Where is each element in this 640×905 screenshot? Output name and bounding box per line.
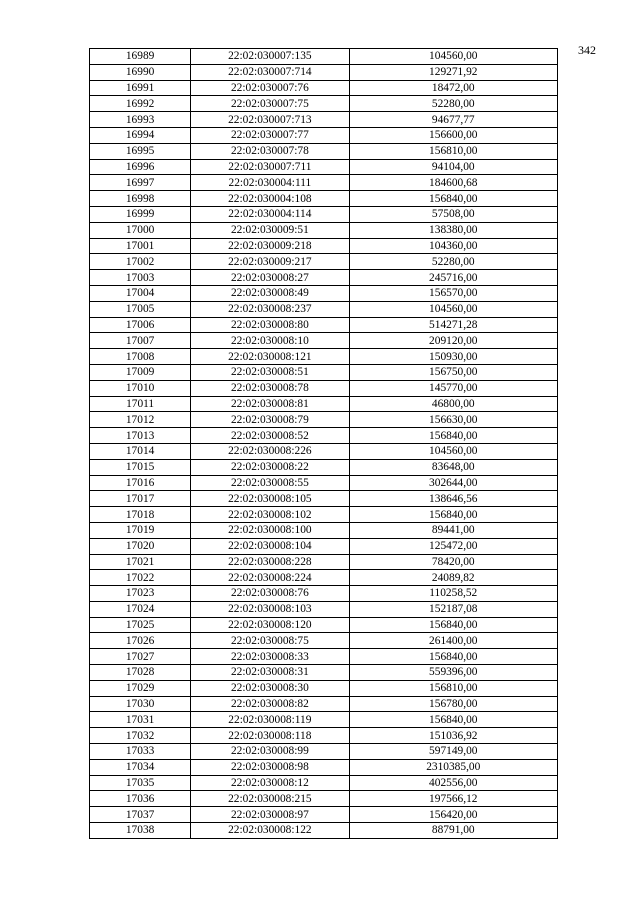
cadastral-number-cell: 22:02:030008:81 — [191, 396, 349, 412]
row-number-cell: 17022 — [90, 570, 191, 586]
page-number: 342 — [578, 43, 596, 57]
row-number-cell: 17004 — [90, 285, 191, 301]
value-cell: 156840,00 — [349, 191, 557, 207]
value-cell: 83648,00 — [349, 459, 557, 475]
table-row — [90, 285, 558, 301]
row-number-cell: 17028 — [90, 665, 191, 681]
row-number-cell: 17017 — [90, 491, 191, 507]
cadastral-number-cell: 22:02:030008:215 — [191, 791, 349, 807]
table-row — [90, 428, 558, 444]
value-cell: 78420,00 — [349, 554, 557, 570]
table-row — [90, 665, 558, 681]
table-row — [90, 775, 558, 791]
value-cell: 156570,00 — [349, 285, 557, 301]
cadastral-number-cell: 22:02:030007:713 — [191, 112, 349, 128]
value-cell: 2310385,00 — [349, 759, 557, 775]
row-number-cell: 16995 — [90, 143, 191, 159]
cadastral-number-cell: 22:02:030008:99 — [191, 744, 349, 760]
row-number-cell: 17027 — [90, 649, 191, 665]
value-cell: 138380,00 — [349, 222, 557, 238]
row-number-cell: 16991 — [90, 80, 191, 96]
table-row — [90, 823, 558, 839]
cadastral-number-cell: 22:02:030008:52 — [191, 428, 349, 444]
table-row — [90, 80, 558, 96]
row-number-cell: 17013 — [90, 428, 191, 444]
value-cell: 152187,08 — [349, 601, 557, 617]
table-row — [90, 728, 558, 744]
table-row — [90, 475, 558, 491]
table-row — [90, 459, 558, 475]
value-cell: 156840,00 — [349, 507, 557, 523]
value-cell: 110258,52 — [349, 586, 557, 602]
cadastral-number-cell: 22:02:030008:10 — [191, 333, 349, 349]
cadastral-number-cell: 22:02:030004:111 — [191, 175, 349, 191]
table-row — [90, 443, 558, 459]
table-row — [90, 759, 558, 775]
table-row — [90, 64, 558, 80]
table-row — [90, 317, 558, 333]
value-cell: 138646,56 — [349, 491, 557, 507]
cadastral-number-cell: 22:02:030008:27 — [191, 270, 349, 286]
value-cell: 209120,00 — [349, 333, 557, 349]
row-number-cell: 17025 — [90, 617, 191, 633]
value-cell: 597149,00 — [349, 744, 557, 760]
table-row — [90, 191, 558, 207]
cadastral-number-cell: 22:02:030008:76 — [191, 586, 349, 602]
value-cell: 197566,12 — [349, 791, 557, 807]
table-row — [90, 254, 558, 270]
cadastral-number-cell: 22:02:030007:714 — [191, 64, 349, 80]
cadastral-number-cell: 22:02:030007:77 — [191, 127, 349, 143]
row-number-cell: 16997 — [90, 175, 191, 191]
table-row — [90, 222, 558, 238]
value-cell: 151036,92 — [349, 728, 557, 744]
cadastral-number-cell: 22:02:030008:228 — [191, 554, 349, 570]
table-row — [90, 364, 558, 380]
table-row — [90, 507, 558, 523]
value-cell: 156840,00 — [349, 428, 557, 444]
row-number-cell: 16989 — [90, 49, 191, 65]
row-number-cell: 17016 — [90, 475, 191, 491]
row-number-cell: 17018 — [90, 507, 191, 523]
table-row — [90, 238, 558, 254]
value-cell: 402556,00 — [349, 775, 557, 791]
cadastral-number-cell: 22:02:030008:224 — [191, 570, 349, 586]
cadastral-number-cell: 22:02:030009:51 — [191, 222, 349, 238]
value-cell: 156810,00 — [349, 680, 557, 696]
value-cell: 52280,00 — [349, 254, 557, 270]
cadastral-number-cell: 22:02:030008:102 — [191, 507, 349, 523]
value-cell: 302644,00 — [349, 475, 557, 491]
row-number-cell: 17032 — [90, 728, 191, 744]
row-number-cell: 17010 — [90, 380, 191, 396]
row-number-cell: 17031 — [90, 712, 191, 728]
cadastral-number-cell: 22:02:030008:12 — [191, 775, 349, 791]
row-number-cell: 17033 — [90, 744, 191, 760]
table-row — [90, 380, 558, 396]
cadastral-number-cell: 22:02:030008:97 — [191, 807, 349, 823]
cadastral-number-cell: 22:02:030008:100 — [191, 522, 349, 538]
table-row — [90, 112, 558, 128]
cadastral-number-cell: 22:02:030008:237 — [191, 301, 349, 317]
cadastral-number-cell: 22:02:030008:55 — [191, 475, 349, 491]
value-cell: 145770,00 — [349, 380, 557, 396]
value-cell: 88791,00 — [349, 823, 557, 839]
cadastral-number-cell: 22:02:030008:22 — [191, 459, 349, 475]
value-cell: 156810,00 — [349, 143, 557, 159]
table-row — [90, 270, 558, 286]
row-number-cell: 17024 — [90, 601, 191, 617]
row-number-cell: 16993 — [90, 112, 191, 128]
row-number-cell: 17008 — [90, 349, 191, 365]
cadastral-number-cell: 22:02:030004:108 — [191, 191, 349, 207]
table-row — [90, 333, 558, 349]
value-cell: 52280,00 — [349, 96, 557, 112]
value-cell: 156840,00 — [349, 617, 557, 633]
cadastral-number-cell: 22:02:030007:75 — [191, 96, 349, 112]
cadastral-number-cell: 22:02:030008:31 — [191, 665, 349, 681]
value-cell: 104560,00 — [349, 301, 557, 317]
value-cell: 156750,00 — [349, 364, 557, 380]
value-cell: 150930,00 — [349, 349, 557, 365]
cadastral-number-cell: 22:02:030008:120 — [191, 617, 349, 633]
value-cell: 57508,00 — [349, 206, 557, 222]
cadastral-number-cell: 22:02:030007:78 — [191, 143, 349, 159]
cadastral-number-cell: 22:02:030008:122 — [191, 823, 349, 839]
cadastral-number-cell: 22:02:030007:711 — [191, 159, 349, 175]
row-number-cell: 17006 — [90, 317, 191, 333]
row-number-cell: 17001 — [90, 238, 191, 254]
table-row — [90, 601, 558, 617]
row-number-cell: 17012 — [90, 412, 191, 428]
row-number-cell: 17015 — [90, 459, 191, 475]
row-number-cell: 16998 — [90, 191, 191, 207]
cadastral-number-cell: 22:02:030007:76 — [191, 80, 349, 96]
row-number-cell: 17029 — [90, 680, 191, 696]
row-number-cell: 17038 — [90, 823, 191, 839]
table-row — [90, 396, 558, 412]
cadastral-number-cell: 22:02:030004:114 — [191, 206, 349, 222]
row-number-cell: 16996 — [90, 159, 191, 175]
row-number-cell: 17036 — [90, 791, 191, 807]
cadastral-number-cell: 22:02:030008:118 — [191, 728, 349, 744]
value-cell: 184600,68 — [349, 175, 557, 191]
table-row — [90, 159, 558, 175]
cadastral-number-cell: 22:02:030008:51 — [191, 364, 349, 380]
cadastral-number-cell: 22:02:030008:119 — [191, 712, 349, 728]
cadastral-number-cell: 22:02:030008:104 — [191, 538, 349, 554]
table-row — [90, 570, 558, 586]
value-cell: 156840,00 — [349, 649, 557, 665]
row-number-cell: 17014 — [90, 443, 191, 459]
value-cell: 514271,28 — [349, 317, 557, 333]
table-row — [90, 522, 558, 538]
value-cell: 104560,00 — [349, 443, 557, 459]
cadastral-number-cell: 22:02:030008:80 — [191, 317, 349, 333]
value-cell: 94104,00 — [349, 159, 557, 175]
value-cell: 156420,00 — [349, 807, 557, 823]
row-number-cell: 16992 — [90, 96, 191, 112]
value-cell: 104360,00 — [349, 238, 557, 254]
row-number-cell: 16999 — [90, 206, 191, 222]
table-row — [90, 538, 558, 554]
row-number-cell: 16994 — [90, 127, 191, 143]
value-cell: 104560,00 — [349, 49, 557, 65]
row-number-cell: 17002 — [90, 254, 191, 270]
row-number-cell: 17020 — [90, 538, 191, 554]
value-cell: 94677,77 — [349, 112, 557, 128]
cadastral-number-cell: 22:02:030008:82 — [191, 696, 349, 712]
table-row — [90, 680, 558, 696]
value-cell: 129271,92 — [349, 64, 557, 80]
value-cell: 156630,00 — [349, 412, 557, 428]
cadastral-number-cell: 22:02:030008:33 — [191, 649, 349, 665]
table-row — [90, 586, 558, 602]
value-cell: 156780,00 — [349, 696, 557, 712]
table-row — [90, 649, 558, 665]
table-row — [90, 96, 558, 112]
table-row — [90, 744, 558, 760]
table-row — [90, 807, 558, 823]
cadastral-number-cell: 22:02:030008:75 — [191, 633, 349, 649]
row-number-cell: 17037 — [90, 807, 191, 823]
cadastral-number-cell: 22:02:030007:135 — [191, 49, 349, 65]
cadastral-number-cell: 22:02:030009:218 — [191, 238, 349, 254]
table-row — [90, 206, 558, 222]
value-cell: 46800,00 — [349, 396, 557, 412]
cadastral-number-cell: 22:02:030008:49 — [191, 285, 349, 301]
value-cell: 125472,00 — [349, 538, 557, 554]
table-row — [90, 554, 558, 570]
value-cell: 261400,00 — [349, 633, 557, 649]
cadastral-number-cell: 22:02:030009:217 — [191, 254, 349, 270]
value-cell: 89441,00 — [349, 522, 557, 538]
value-cell: 156840,00 — [349, 712, 557, 728]
row-number-cell: 16990 — [90, 64, 191, 80]
table-row — [90, 712, 558, 728]
row-number-cell: 17011 — [90, 396, 191, 412]
table-row — [90, 49, 558, 65]
row-number-cell: 17026 — [90, 633, 191, 649]
table-row — [90, 143, 558, 159]
cadastral-number-cell: 22:02:030008:30 — [191, 680, 349, 696]
cadastral-number-cell: 22:02:030008:105 — [191, 491, 349, 507]
table-row — [90, 349, 558, 365]
row-number-cell: 17000 — [90, 222, 191, 238]
value-cell: 156600,00 — [349, 127, 557, 143]
table-row — [90, 412, 558, 428]
row-number-cell: 17035 — [90, 775, 191, 791]
cadastral-number-cell: 22:02:030008:78 — [191, 380, 349, 396]
table-row — [90, 127, 558, 143]
table-row — [90, 491, 558, 507]
table-row — [90, 633, 558, 649]
row-number-cell: 17003 — [90, 270, 191, 286]
row-number-cell: 17007 — [90, 333, 191, 349]
cadastral-number-cell: 22:02:030008:121 — [191, 349, 349, 365]
table-body — [90, 49, 558, 839]
table-row — [90, 617, 558, 633]
table-row — [90, 301, 558, 317]
value-cell: 559396,00 — [349, 665, 557, 681]
value-cell: 18472,00 — [349, 80, 557, 96]
row-number-cell: 17005 — [90, 301, 191, 317]
row-number-cell: 17023 — [90, 586, 191, 602]
value-cell: 245716,00 — [349, 270, 557, 286]
cadastral-number-cell: 22:02:030008:79 — [191, 412, 349, 428]
cadastral-number-cell: 22:02:030008:103 — [191, 601, 349, 617]
table-row — [90, 696, 558, 712]
cadastral-number-cell: 22:02:030008:226 — [191, 443, 349, 459]
cadastral-number-cell: 22:02:030008:98 — [191, 759, 349, 775]
row-number-cell: 17009 — [90, 364, 191, 380]
data-table — [89, 48, 558, 839]
row-number-cell: 17034 — [90, 759, 191, 775]
row-number-cell: 17019 — [90, 522, 191, 538]
value-cell: 24089,82 — [349, 570, 557, 586]
row-number-cell: 17030 — [90, 696, 191, 712]
table-row — [90, 791, 558, 807]
table-row — [90, 175, 558, 191]
row-number-cell: 17021 — [90, 554, 191, 570]
